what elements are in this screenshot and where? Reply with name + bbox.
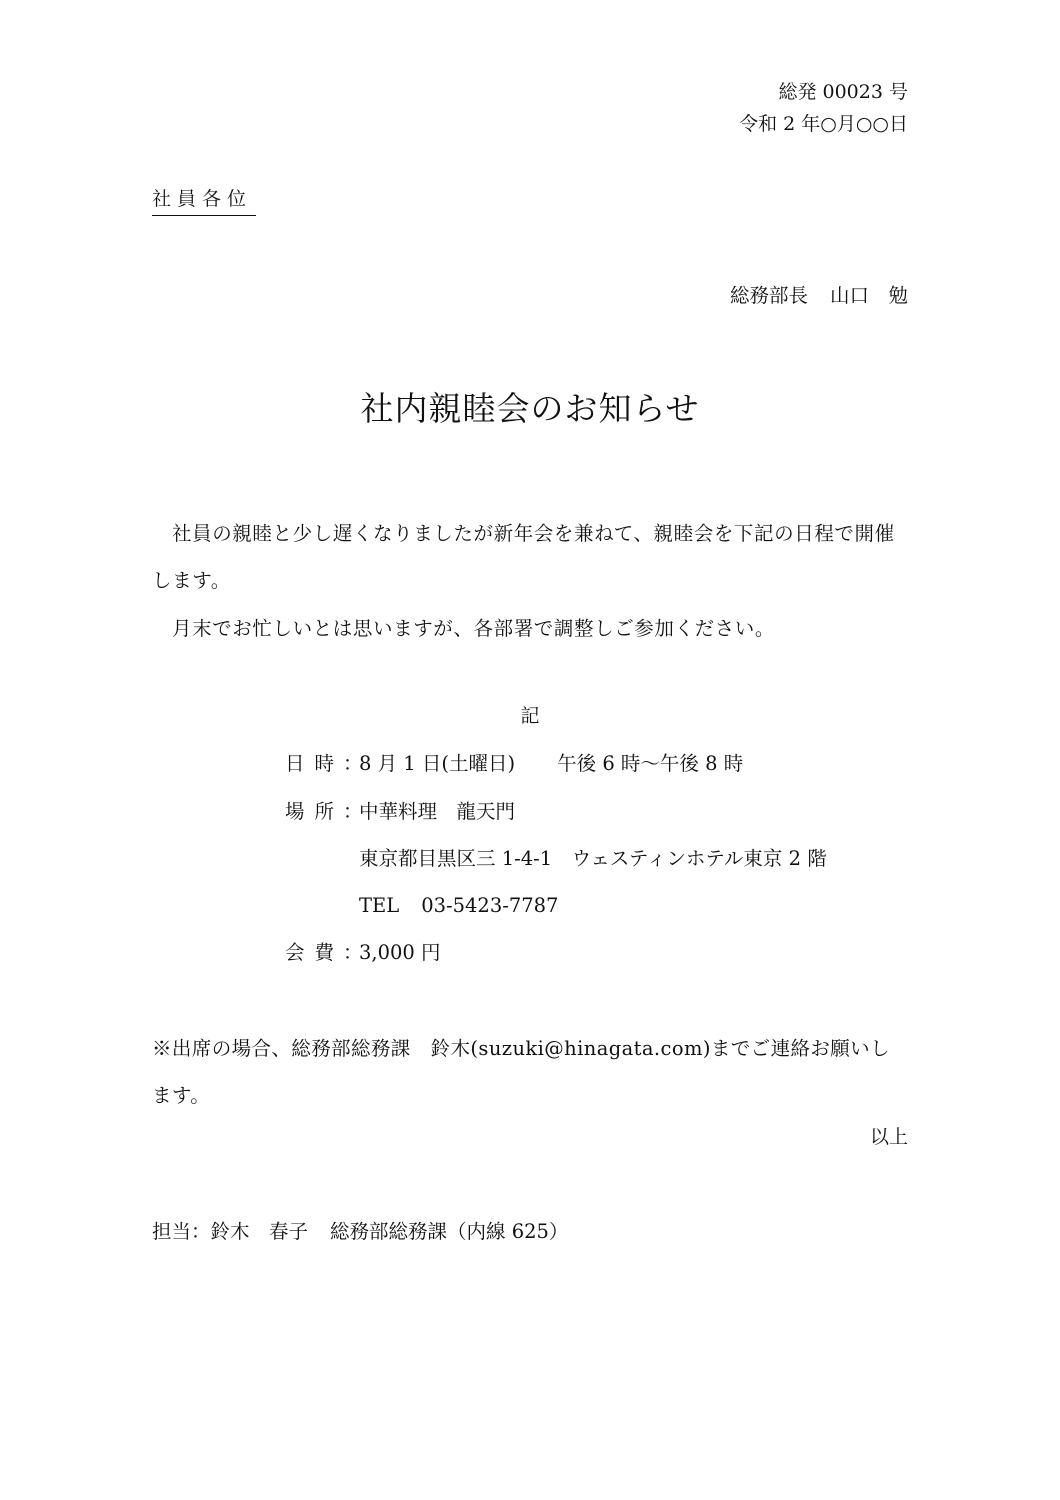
datetime-colon: ： (343, 752, 363, 775)
closing: 以上 (869, 1126, 908, 1148)
tel-label: TEL (359, 894, 400, 917)
detail-place (285, 802, 515, 822)
note-line-1: ※出席の場合、総務部総務課 鈴木(suzuki@hinagata.com)までご連絡お願いし (152, 1037, 890, 1060)
place-tel (359, 896, 558, 916)
fee-label: 会費 (285, 941, 345, 964)
contact-dept: 総務部総務課（内線 625） (330, 1220, 569, 1243)
place-colon: ： (343, 800, 363, 823)
place-label: 場所 (285, 800, 345, 823)
contact-person (152, 1222, 568, 1242)
place-address: 東京都目黒区三 1-4-1 ウェスティンホテル東京 2 階 (359, 847, 827, 870)
detail-datetime (285, 754, 743, 774)
tel-number: 03-5423-7787 (421, 894, 559, 917)
sender (730, 286, 908, 306)
document-title: 社内親睦会のお知らせ (360, 389, 700, 428)
sender-name: 山口 勉 (829, 284, 908, 307)
datetime-time: 午後 6 時～午後 8 時 (557, 752, 744, 775)
body-paragraph-2: 月末でお忙しいとは思いますが、各部署で調整しご参加ください。 (172, 617, 776, 640)
addressee: 社員各位 (152, 190, 256, 216)
body-paragraph-1: 社員の親睦と少し遅くなりましたが新年会を兼ねて、親睦会を下記の日程で開催します。 (152, 522, 895, 592)
fee-colon: ： (343, 941, 363, 964)
attendance-note (152, 1025, 912, 1119)
place-name: 中華料理 龍天門 (359, 800, 516, 823)
detail-fee (285, 943, 441, 963)
document-number: 総発 00023 号 (778, 81, 908, 103)
sender-title: 総務部長 (729, 284, 808, 307)
document-date: 令和 2 年○月○○日 (739, 113, 908, 135)
datetime-date: 8 月 1 日(土曜日) (359, 752, 516, 775)
datetime-label: 日時 (285, 752, 345, 775)
contact-label: 担当：鈴木 春子 (152, 1220, 309, 1243)
fee-value: 3,000 円 (359, 941, 441, 964)
note-line-2: ます。 (152, 1084, 211, 1107)
ki-heading: 記 (520, 705, 540, 727)
